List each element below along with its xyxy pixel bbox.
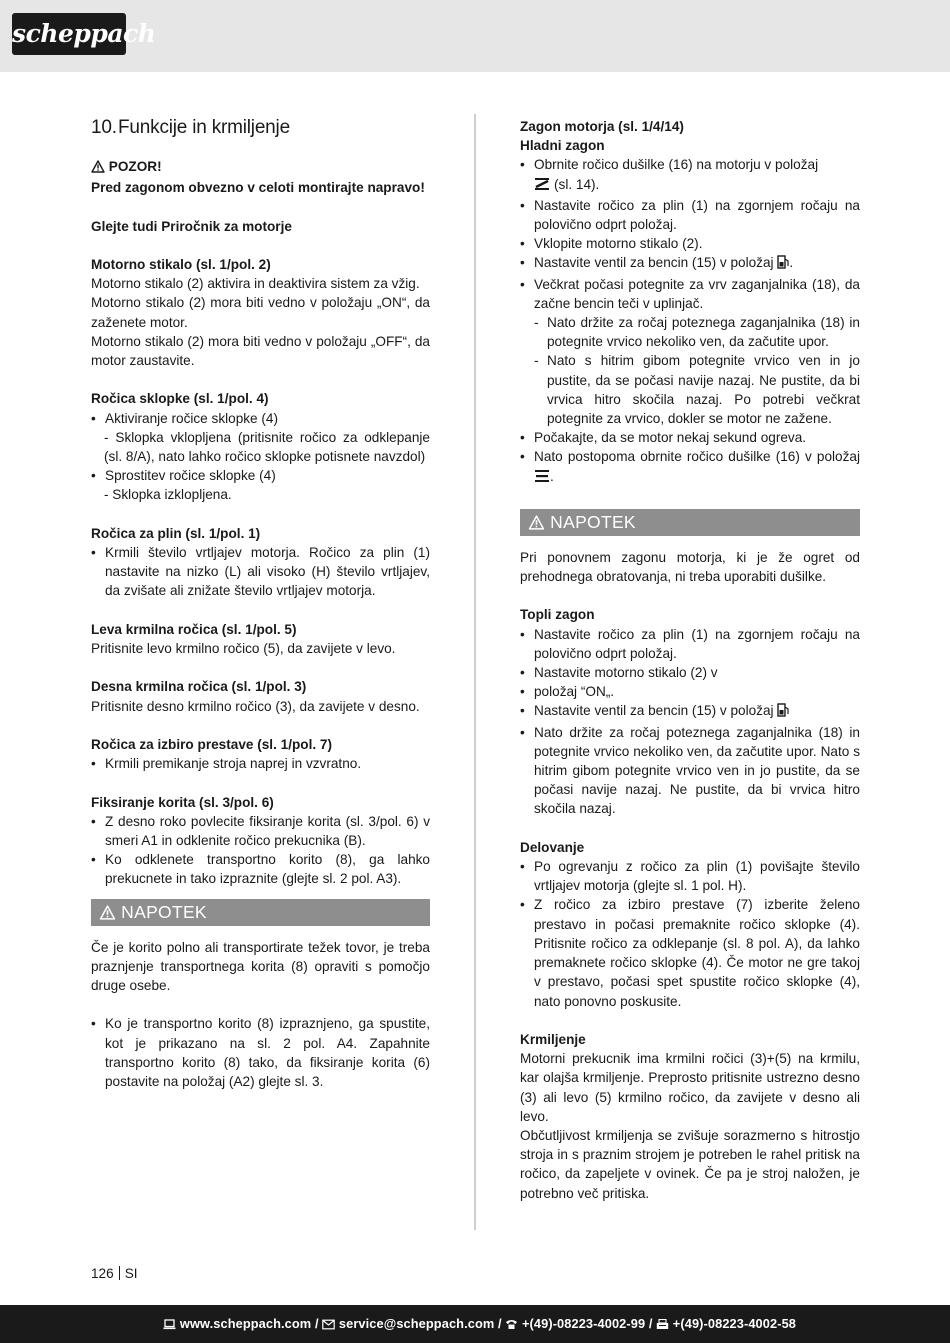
fax-number: +(49)-08223-4002-58 — [672, 1316, 796, 1331]
page-number: 126 — [91, 1266, 114, 1281]
laptop-icon — [163, 1317, 176, 1335]
email-link[interactable]: service@scheppach.com — [338, 1316, 495, 1331]
list-item: - Nato držite za ročaj poteznega zaganjalnika (18) in potegnite vrvico nekoliko ven, da začutite upor. — [520, 313, 860, 351]
bed-title: Fiksiranje korita (sl. 3/pol. 6) — [91, 794, 274, 810]
list-item: • Nastavite ventil za bencin (15) v položaj . — [520, 253, 860, 274]
switch-text-2: Motorno stikalo (2) mora biti vedno v položaju „ON“, da zaženete motor. — [91, 295, 430, 330]
left-steer-title: Leva krmilna ročica (sl. 1/pol. 5) — [91, 621, 297, 637]
page-footer — [91, 1265, 138, 1283]
warning-title: POZOR! — [91, 157, 430, 178]
list-item: • Nato držite za ročaj poteznega zaganjalnika (18) in potegnite vrvico nekoliko ven, da začutite upor. Nato s hitrim gibom potegnite vrvico ven in jo pustite, da se počasi navije nazaj. Ne pustite, da bi vrvica hitro skočila nazaj. — [520, 723, 860, 819]
section-number: 10. — [91, 117, 117, 138]
choke-open-icon — [534, 469, 550, 488]
switch-title: Motorno stikalo (sl. 1/pol. 2) — [91, 256, 271, 272]
phone-number: +(49)-08223-4002-99 — [521, 1316, 646, 1331]
list-item: • Nastavite ročico za plin (1) na zgornjem ročaju na polovično odprt položaj. — [520, 196, 860, 234]
list-item: - Nato s hitrim gibom potegnite vrvico ven in jo pustite, da se počasi navije nazaj. Ne pustite, da bi vrvica hitro skočila nazaj. Po potrebi večkrat potegnite za vrvico, dokler se motor ne zažene. — [520, 351, 860, 428]
list-item: • Sprostitev ročice sklopke (4) — [91, 466, 430, 485]
list-item: • Z desno roko povlecite fiksiranje korita (sl. 3/pol. 6) v smeri A1 in odklenite ročico prekucnika (B). — [91, 812, 430, 850]
list-item: • Nato postopoma obrnite ročico dušilke (16) v položaj . — [520, 447, 860, 487]
website-link[interactable]: www.scheppach.com — [179, 1316, 312, 1331]
list-item: • Nastavite ročico za plin (1) na zgornjem ročaju na polovično odprt položaj. — [520, 625, 860, 663]
warning-icon — [99, 901, 116, 928]
clutch-sub-2: - Sklopka izklopljena. — [104, 487, 232, 503]
fuel-valve-icon — [777, 703, 789, 722]
warning-icon — [91, 159, 105, 178]
scheppach-logo: scheppach — [12, 13, 126, 55]
list-item: • Večkrat počasi potegnite za vrv zaganjalnika (18), da začne bencin teči v uplinjač. — [520, 275, 860, 313]
clutch-list — [91, 409, 430, 428]
list-item: • Počakajte, da se motor nekaj sekund ogreva. — [520, 428, 860, 447]
list-item: • Krmili število vrtljajev motorja. Ročico za plin (1) nastavite na nizko (L) ali visoko (H) število vrtljajev, da zvišate ali znižate število vrtljajev motorja. — [91, 543, 430, 601]
clutch-sub-1: - Sklopka vklopljena (pritisnite ročico za odklepanje (sl. 8/A), nato lahko ročico sklopke potisnete navzdol) — [104, 429, 430, 464]
cold-start-title: Hladni zagon — [520, 138, 605, 154]
left-steer-text: Pritisnite levo krmilno ročico (5), da zavijete v levo. — [91, 641, 396, 656]
see-also: Glejte tudi Priročnik za motorje — [91, 218, 292, 234]
fax-icon — [656, 1317, 669, 1335]
list-item: • Krmili premikanje stroja naprej in vzvratno. — [91, 754, 430, 773]
column-divider — [474, 114, 476, 1230]
section-title: Funkcije in krmiljenje — [118, 117, 290, 138]
list-item: • Nastavite ventil za bencin (15) v položaj — [520, 701, 860, 722]
gear-title: Ročica za izbiro prestave (sl. 1/pol. 7) — [91, 736, 332, 752]
note-banner: NAPOTEK — [91, 899, 430, 926]
note-banner: NAPOTEK — [520, 509, 860, 536]
list-item: • položaj “ON„. — [520, 682, 860, 701]
throttle-title: Ročica za plin (sl. 1/pol. 1) — [91, 525, 261, 541]
steering-title: Krmiljenje — [520, 1031, 586, 1047]
section-heading — [91, 117, 430, 139]
email-icon — [322, 1317, 335, 1335]
choke-closed-icon — [534, 177, 550, 196]
steering-text-2: Občutljivost krmiljenja se zvišuje sorazmerno s hitrostjo stroja in s praznim strojem je potreben le rahel pritisk na ročico, da zapeljete v ovinek. Če pa je stroj naložen, je potrebno več pritiska. — [520, 1127, 860, 1201]
right-steer-text: Pritisnite desno krmilno ročico (3), da zavijete v desno. — [91, 698, 420, 714]
left-column — [91, 117, 430, 1091]
phone-icon — [505, 1317, 518, 1335]
language-code: SI — [124, 1266, 138, 1281]
start-title: Zagon motorja (sl. 1/4/14) — [520, 119, 684, 134]
list-item: • Vklopite motorno stikalo (2). — [520, 234, 860, 253]
warm-start-title: Topli zagon — [520, 607, 595, 623]
list-item: • Nastavite motorno stikalo (2) v — [520, 663, 860, 682]
clutch-title: Ročica sklopke (sl. 1/pol. 4) — [91, 391, 269, 407]
steering-text-1: Motorni prekucnik ima krmilni ročici (3)+(5) na krmilu, kar olajša krmiljenje. Preprosto pritisnite ustrezno desno (3) ali levo (5) krmilno ročico, da zavijete v desno ali levo. — [520, 1051, 860, 1124]
list-item: • Z ročico za izbiro prestave (7) izberite želeno prestavo in počasi premaknite ročico sklopke (4). Pritisnite ročico za odklepanje (sl. 8 pol. A), da lahko premaknete ročico sklopke (4). Če motor ne gre takoj v prestavo, počasi spet spustite ročico sklopke (4), nato ponovno poskusite. — [520, 895, 860, 1010]
list-item: • Ko odklenete transportno korito (8), ga lahko prekucnete in tako izpraznite (glejte sl. 2 pol. A3). — [91, 850, 430, 888]
note-text: Pri ponovnem zagonu motorja, ki je že ogret od prehodnega obratovanja, ni treba uporabiti dušilke. — [520, 549, 860, 585]
contact-line: www.scheppach.com / service@scheppach.com / +(49)-08223-4002-99 / +(49)-08223-4002-58 — [163, 1315, 796, 1335]
switch-text-3: Motorno stikalo (2) mora biti vedno v položaju „OFF“, da motor zaustavite. — [91, 333, 430, 368]
warning-icon — [528, 511, 545, 538]
warning-text: Pred zagonom obvezno v celoti montirajte napravo! — [91, 180, 425, 196]
note-text: Če je korito polno ali transportirate težek tovor, je treba praznjenje transportnega korita (8) opraviti s pomočjo druge osebe. — [91, 939, 430, 993]
operation-title: Delovanje — [520, 839, 585, 855]
fuel-valve-icon — [777, 255, 789, 274]
list-item: • Ko je transportno korito (8) izpraznjeno, ga spustite, kot je prikazano na sl. 2 pol. A4. Zapahnite transportno korito (8) tako, da fiksiranje korita (6) postavite na položaj (A2) glejte sl. 3. — [91, 1014, 430, 1091]
contact-bar — [0, 1305, 950, 1343]
list-item: • Aktiviranje ročice sklopke (4) — [91, 409, 430, 428]
switch-text-1: Motorno stikalo (2) aktivira in deaktivira sistem za vžig. — [91, 276, 420, 292]
right-steer-title: Desna krmilna ročica (sl. 1/pol. 3) — [91, 679, 307, 695]
list-item: • Obrnite ročico dušilke (16) na motorju v položaj (sl. 14). — [520, 155, 860, 195]
list-item: • Po ogrevanju z ročico za plin (1) povišajte število vrtljajev motorja (glejte sl. 1 pol. H). — [520, 857, 860, 895]
header-bar — [0, 0, 950, 72]
right-column — [520, 117, 860, 1203]
